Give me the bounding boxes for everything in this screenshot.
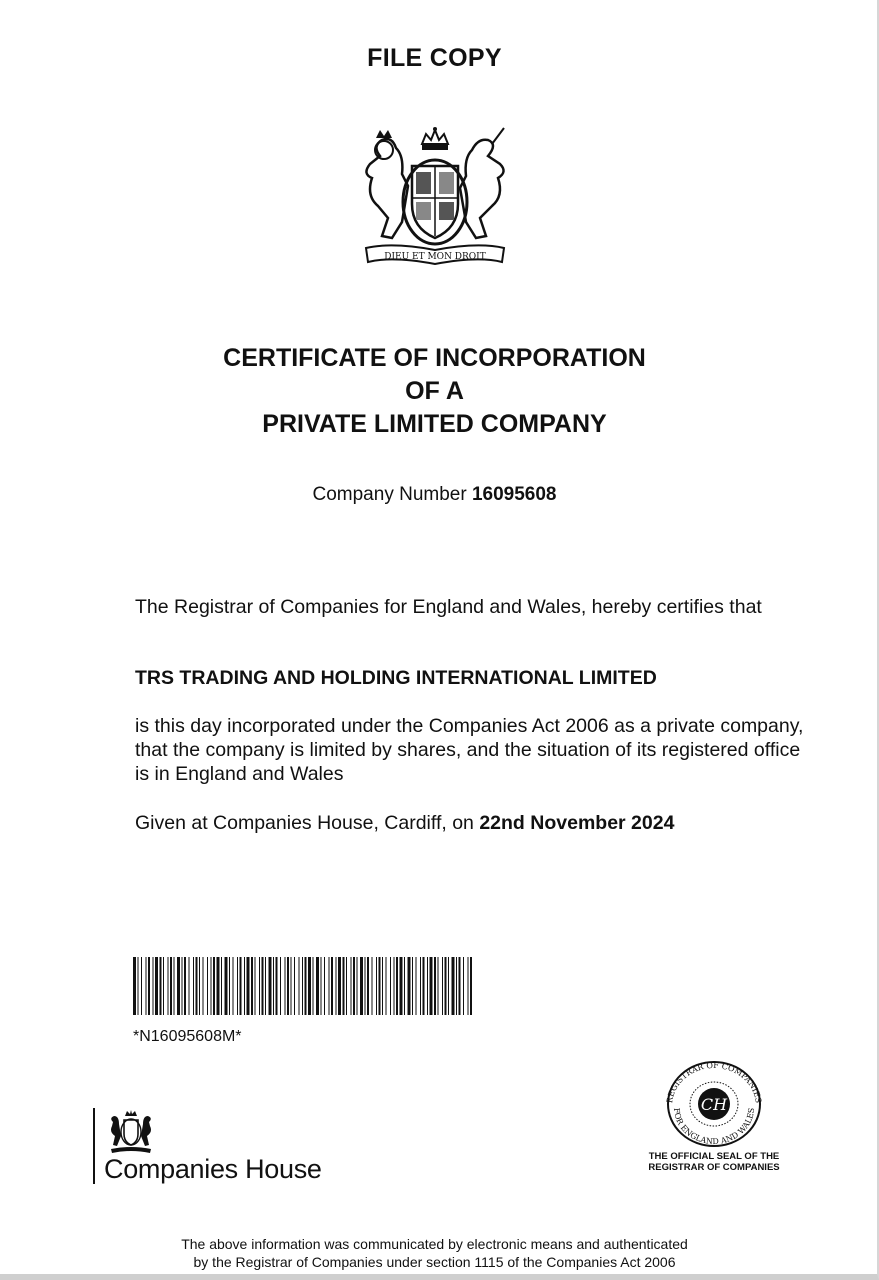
certificate-title-line: CERTIFICATE OF INCORPORATION: [223, 344, 646, 372]
barcode-bar: [196, 957, 198, 1015]
barcode-bar: [291, 957, 292, 1015]
barcode-bar: [321, 957, 322, 1015]
companies-house-wordmark: Companies House: [104, 1154, 322, 1184]
given-at-paragraph: [135, 811, 815, 835]
barcode-bar: [153, 957, 154, 1015]
barcode-bar: [213, 957, 215, 1015]
company-number-value: 16095608: [471, 484, 557, 505]
barcode-bar: [189, 957, 190, 1015]
brand-divider: [93, 1108, 95, 1184]
certificate-title-line: PRIVATE LIMITED COMPANY: [262, 410, 607, 438]
barcode-bar: [141, 957, 142, 1015]
barcode-bar: [367, 957, 369, 1015]
barcode-bar: [299, 957, 300, 1015]
barcode-bar: [448, 957, 449, 1015]
barcode-bar: [459, 957, 461, 1015]
certificate-title: [0, 342, 869, 441]
barcode-bar: [313, 957, 314, 1015]
barcode-bar: [221, 957, 222, 1015]
barcode-text: *N16095608M*: [133, 1028, 242, 1045]
footer-line: The above information was communicated by electronic means and authenticated: [181, 1236, 688, 1252]
barcode-bar: [237, 957, 238, 1015]
company-name: TRS TRADING AND HOLDING INTERNATIONAL LIMITED: [135, 667, 657, 689]
barcode-bar: [247, 957, 250, 1015]
incorporation-date: 22nd November 2024: [479, 812, 675, 834]
royal-coat-of-arms-icon: [352, 126, 518, 268]
barcode-bar: [336, 957, 337, 1015]
barcode-bar: [273, 957, 274, 1015]
barcode-bar: [276, 957, 278, 1015]
svg-text:FOR ENGLAND AND WALES: FOR ENGLAND AND WALES: [671, 1107, 757, 1147]
barcode-bar: [262, 957, 264, 1015]
barcode-bar: [251, 957, 253, 1015]
barcode-bar: [184, 957, 186, 1015]
barcode-bar: [155, 957, 158, 1015]
barcode-bar: [404, 957, 405, 1015]
barcode-bar: [229, 957, 230, 1015]
barcode-bar: [456, 957, 457, 1015]
barcode-bar: [177, 957, 180, 1015]
barcode-bar: [452, 957, 455, 1015]
barcode-bar: [331, 957, 333, 1015]
barcode-bar: [400, 957, 403, 1015]
seal-caption-line: REGISTRAR OF COMPANIES: [648, 1162, 780, 1173]
barcode-bar: [138, 957, 139, 1015]
barcode-bar: [416, 957, 417, 1015]
barcode-bar: [346, 957, 347, 1015]
barcode-bar: [207, 957, 208, 1015]
company-number: [0, 484, 869, 506]
barcode-bar: [386, 957, 387, 1015]
barcode-bar: [170, 957, 172, 1015]
barcode-bar: [442, 957, 443, 1015]
barcode-bar: [163, 957, 164, 1015]
barcode-bar: [255, 957, 256, 1015]
barcode-bar: [244, 957, 245, 1015]
barcode-bar: [329, 957, 330, 1015]
barcode-bar: [217, 957, 220, 1015]
barcode-bar: [438, 957, 439, 1015]
barcode-bar: [360, 957, 363, 1015]
barcode-bar: [390, 957, 391, 1015]
barcode-bar: [168, 957, 169, 1015]
barcode-bar: [434, 957, 436, 1015]
company-number-label: Company Number: [312, 484, 467, 505]
barcode-bar: [463, 957, 464, 1015]
barcode-bar: [338, 957, 341, 1015]
seal-caption-line: THE OFFICIAL SEAL OF THE: [648, 1151, 780, 1162]
barcode-bar: [427, 957, 428, 1015]
barcode-bar: [408, 957, 411, 1015]
authentication-footer: [0, 1235, 869, 1271]
barcode-bar: [324, 957, 325, 1015]
barcode: [133, 957, 473, 1015]
footer-line: by the Registrar of Companies under section 1115 of the Companies Act 2006: [193, 1254, 676, 1270]
barcode-bar: [294, 957, 295, 1015]
barcode-bar: [357, 957, 358, 1015]
svg-text:DIEU ET MON DROIT: DIEU ET MON DROIT: [384, 252, 486, 262]
barcode-bar: [146, 957, 147, 1015]
barcode-bar: [160, 957, 162, 1015]
barcode-bar: [233, 957, 234, 1015]
barcode-bar: [302, 957, 303, 1015]
barcode-bar: [148, 957, 150, 1015]
certificate-title-line: OF A: [405, 377, 464, 405]
barcode-bar: [199, 957, 200, 1015]
barcode-bar: [468, 957, 469, 1015]
given-at-text: Given at Companies House, Cardiff, on: [135, 812, 474, 834]
barcode-bar: [396, 957, 398, 1015]
registrar-seal-icon: [660, 1056, 768, 1148]
barcode-bar: [240, 957, 242, 1015]
svg-text:CH: CH: [700, 1095, 728, 1114]
barcode-bar: [259, 957, 260, 1015]
barcode-bar: [203, 957, 204, 1015]
barcode-bar: [285, 957, 286, 1015]
barcode-bar: [343, 957, 345, 1015]
barcode-bar: [430, 957, 433, 1015]
barcode-bar: [225, 957, 228, 1015]
barcode-bar: [379, 957, 381, 1015]
barcode-bar: [372, 957, 373, 1015]
svg-text:REGISTRAR OF COMPANIES: REGISTRAR OF COMPANIES: [665, 1060, 763, 1104]
barcode-bar: [265, 957, 266, 1015]
barcode-bar: [287, 957, 289, 1015]
barcode-bar: [412, 957, 413, 1015]
barcode-bar: [351, 957, 352, 1015]
barcode-bar: [280, 957, 281, 1015]
barcode-bar: [308, 957, 311, 1015]
barcode-bar: [423, 957, 425, 1015]
barcode-bar: [211, 957, 212, 1015]
barcode-bar: [420, 957, 421, 1015]
barcode-bar: [353, 957, 355, 1015]
seal-caption: [630, 1151, 798, 1173]
barcode-bar: [305, 957, 307, 1015]
file-copy-heading: FILE COPY: [367, 44, 502, 72]
barcode-bar: [376, 957, 377, 1015]
incorporation-paragraph: is this day incorporated under the Companies Act 2006 as a private company, that the company is limited by shares, and the situation of its registered office is in England and Wales: [135, 715, 804, 785]
royal-crest-icon: [107, 1110, 155, 1154]
barcode-bar: [445, 957, 447, 1015]
barcode-bar: [382, 957, 383, 1015]
barcode-bar: [133, 957, 136, 1015]
barcode-bar: [269, 957, 272, 1015]
barcode-bar: [470, 957, 472, 1015]
barcode-bar: [193, 957, 194, 1015]
barcode-bar: [316, 957, 319, 1015]
barcode-bar: [174, 957, 175, 1015]
barcode-bar: [365, 957, 366, 1015]
certify-paragraph: The Registrar of Companies for England and Wales, hereby certifies that: [135, 596, 762, 618]
barcode-bar: [182, 957, 183, 1015]
barcode-bar: [394, 957, 395, 1015]
